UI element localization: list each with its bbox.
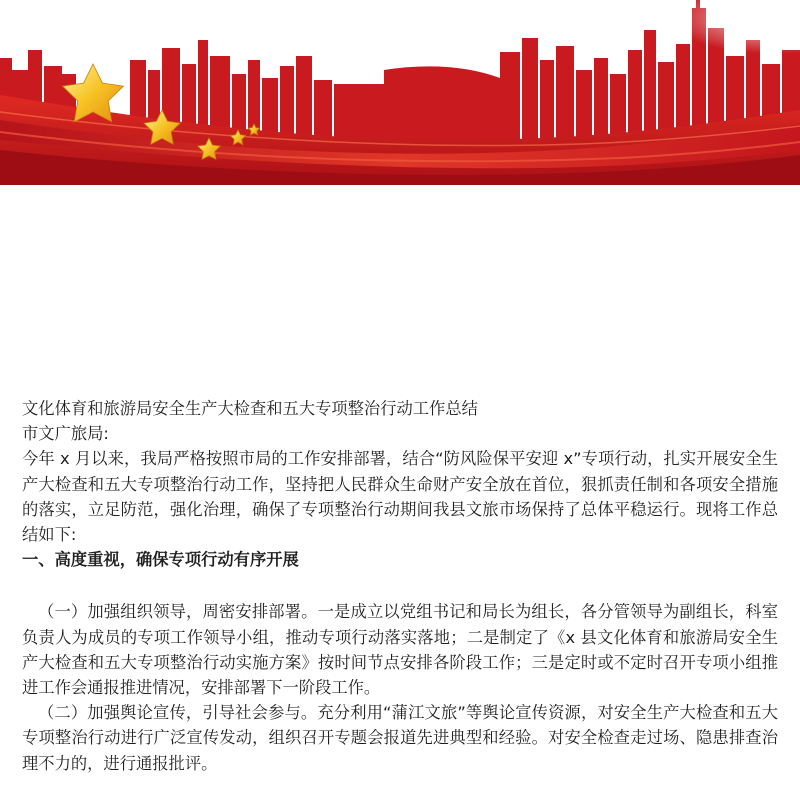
header-banner xyxy=(0,0,800,185)
body-paragraph: （一）加强组织领导，周密安排部署。一是成立以党组书记和局长为组长，各分管领导为副组长，科室负责人为成员的专项工作领导小组，推动专项行动落实落地；二是制定了《x 县文化体育和旅游局安全生产大检查和五大专项整治行动实施方案》按时间节点安排各阶段工作；三是定时或不定时召开专项小组推进工作会通报推进情况，安排部署下一阶段工作。 xyxy=(22,602,778,698)
recipient-line: 市文广旅局: xyxy=(22,424,109,444)
light-glow xyxy=(540,0,800,90)
section-heading: 一、高度重视，确保专项行动有序开展 xyxy=(22,550,299,570)
body-paragraph: （二）加强舆论宣传，引导社会参与。充分利用“蒲江文旅”等舆论宣传资源，对安全生产大检查和五大专项整治行动进行广泛宣传发动，组织召开专题会报道先进典型和经验。对安全检查走过场、隐患排查治理不力的，进行通报批评。 xyxy=(22,703,778,773)
document-body xyxy=(22,396,778,776)
document-title: 文化体育和旅游局安全生产大检查和五大专项整治行动工作总结 xyxy=(22,399,478,418)
intro-paragraph: 今年 x 月以来，我局严格按照市局的工作安排部署，结合“防风险保平安迎 x”专项行动，扎实开展安全生产大检查和五大专项整治行动工作，坚持把人民群众生命财产安全放在首位，狠抓责任制和各项安全措施的落实，立足防范，强化治理，确保了专项整治行动期间我县文旅市场保持了总体平稳运行。现将工作总结如下: xyxy=(22,449,778,545)
